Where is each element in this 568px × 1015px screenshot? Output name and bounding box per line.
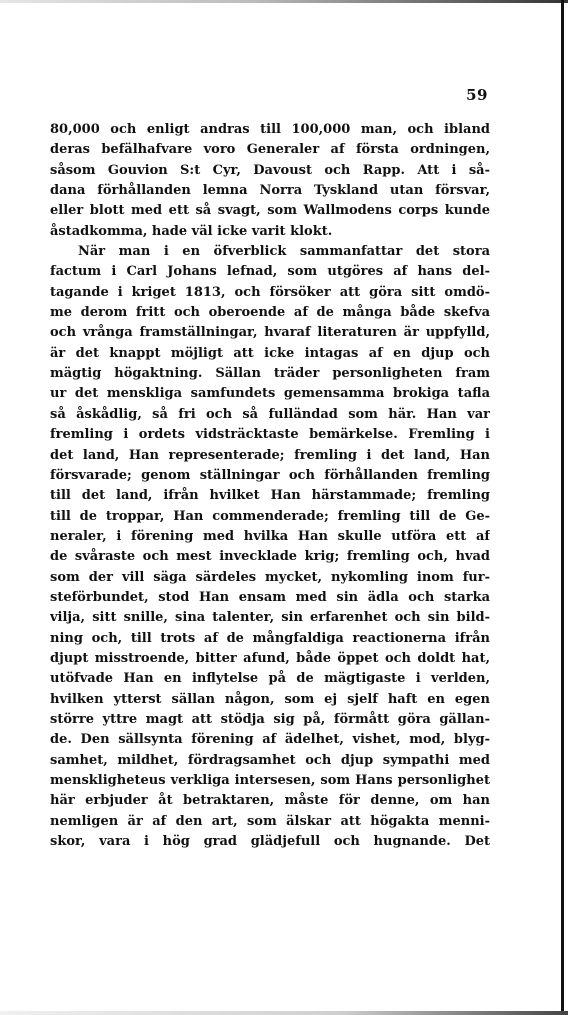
text-line: nemligen är af den art, som älskar att högakta menni-	[50, 813, 490, 829]
text-line: neraler, i förening med hvilka Han skulle utföra ett af	[50, 528, 490, 544]
text-line: hvilken ytterst sällan någon, som ej sjelf haft en egen	[50, 691, 490, 707]
page-right-edge	[561, 0, 564, 1015]
text-line: skor, vara i hög grad glädjefull och hugnande. Det	[50, 834, 490, 850]
text-line: är det knappt möjligt att icke intagas af en djup och	[50, 345, 490, 361]
text-line: till det land, ifrån hvilket Han härstammade; fremling	[50, 488, 490, 504]
text-line: dana förhållanden lemna Norra Tyskland utan försvar,	[50, 183, 490, 199]
text-line: deras befälhafvare voro Generaler af första ordningen,	[50, 142, 490, 158]
text-line: ur det menskliga samfundets gemensamma brokiga tafla	[50, 386, 490, 402]
text-line: det land, Han representerade; fremling i det land, Han	[50, 447, 490, 463]
text-line: me derom fritt och oberoende af de många både skefva	[50, 305, 490, 321]
text-line: såsom Gouvion S:t Cyr, Davoust och Rapp. Att i så-	[50, 162, 490, 178]
text-line: större yttre magt att stödja sig på, förmått göra gällan-	[50, 711, 490, 727]
text-line: mägtig högaktning. Sällan träder personligheten fram	[50, 366, 490, 382]
text-line: vilja, sitt snille, sina talenter, sin erfarenhet och sin bild-	[50, 610, 490, 626]
text-line: de svåraste och mest invecklade krig; fremling och, hvad	[50, 549, 490, 565]
text-line: till de troppar, Han commenderade; fremling till de Ge-	[50, 508, 490, 524]
text-line: här erbjuder åt betraktaren, måste för denne, om han	[50, 793, 490, 809]
text-line: eller blott med ett så svagt, som Wallmodens corps kunde	[50, 203, 490, 219]
text-line: menskligheteus verkliga intersesen, som Hans personlighet	[50, 773, 490, 788]
page-top-edge	[0, 0, 568, 3]
text-line: de. Den sällsynta förening af ädelhet, vishet, mod, blyg-	[50, 732, 490, 748]
paragraph-end-line: åstadkomma, hade väl icke varit klokt.	[50, 223, 333, 239]
page-bottom-edge	[0, 1011, 568, 1015]
text-line: utöfvade Han en inflytelse på de mägtigaste i verlden,	[50, 671, 490, 687]
text-line: försvarade; genom ställningar och förhållanden fremling	[50, 467, 490, 483]
page-number: 59	[466, 86, 488, 104]
text-line: tagande i kriget 1813, och försöker att göra sitt omdö-	[50, 284, 490, 300]
text-line: ning och, till trots af de mångfaldiga reactionerna ifrån	[50, 630, 490, 646]
text-line: fremling i ordets vidsträcktaste bemärkelse. Fremling i	[50, 427, 490, 443]
text-line: steförbundet, stod Han ensam med sin ädla och starka	[50, 589, 490, 605]
text-line: 80,000 och enligt andras till 100,000 man, och ibland	[50, 122, 490, 137]
text-line: så åskådlig, så fri och så fulländad som här. Han var	[50, 406, 490, 422]
text-line: och vrånga framställningar, hvaraf literaturen är uppfylld,	[50, 325, 490, 341]
text-line: som der vill säga särdeles mycket, nykomling inom fur-	[50, 569, 490, 585]
body-text	[50, 120, 490, 852]
text-line: samhet, mildhet, fördragsamhet och djup sympathi med	[50, 752, 490, 768]
text-line: factum i Carl Johans lefnad, som utgöres af hans del-	[50, 264, 490, 280]
paragraph-start-line: När man i en öfverblick sammanfattar det stora	[78, 244, 490, 260]
text-line: djupt misstroende, bitter afund, både öppet och doldt hat,	[50, 650, 490, 666]
